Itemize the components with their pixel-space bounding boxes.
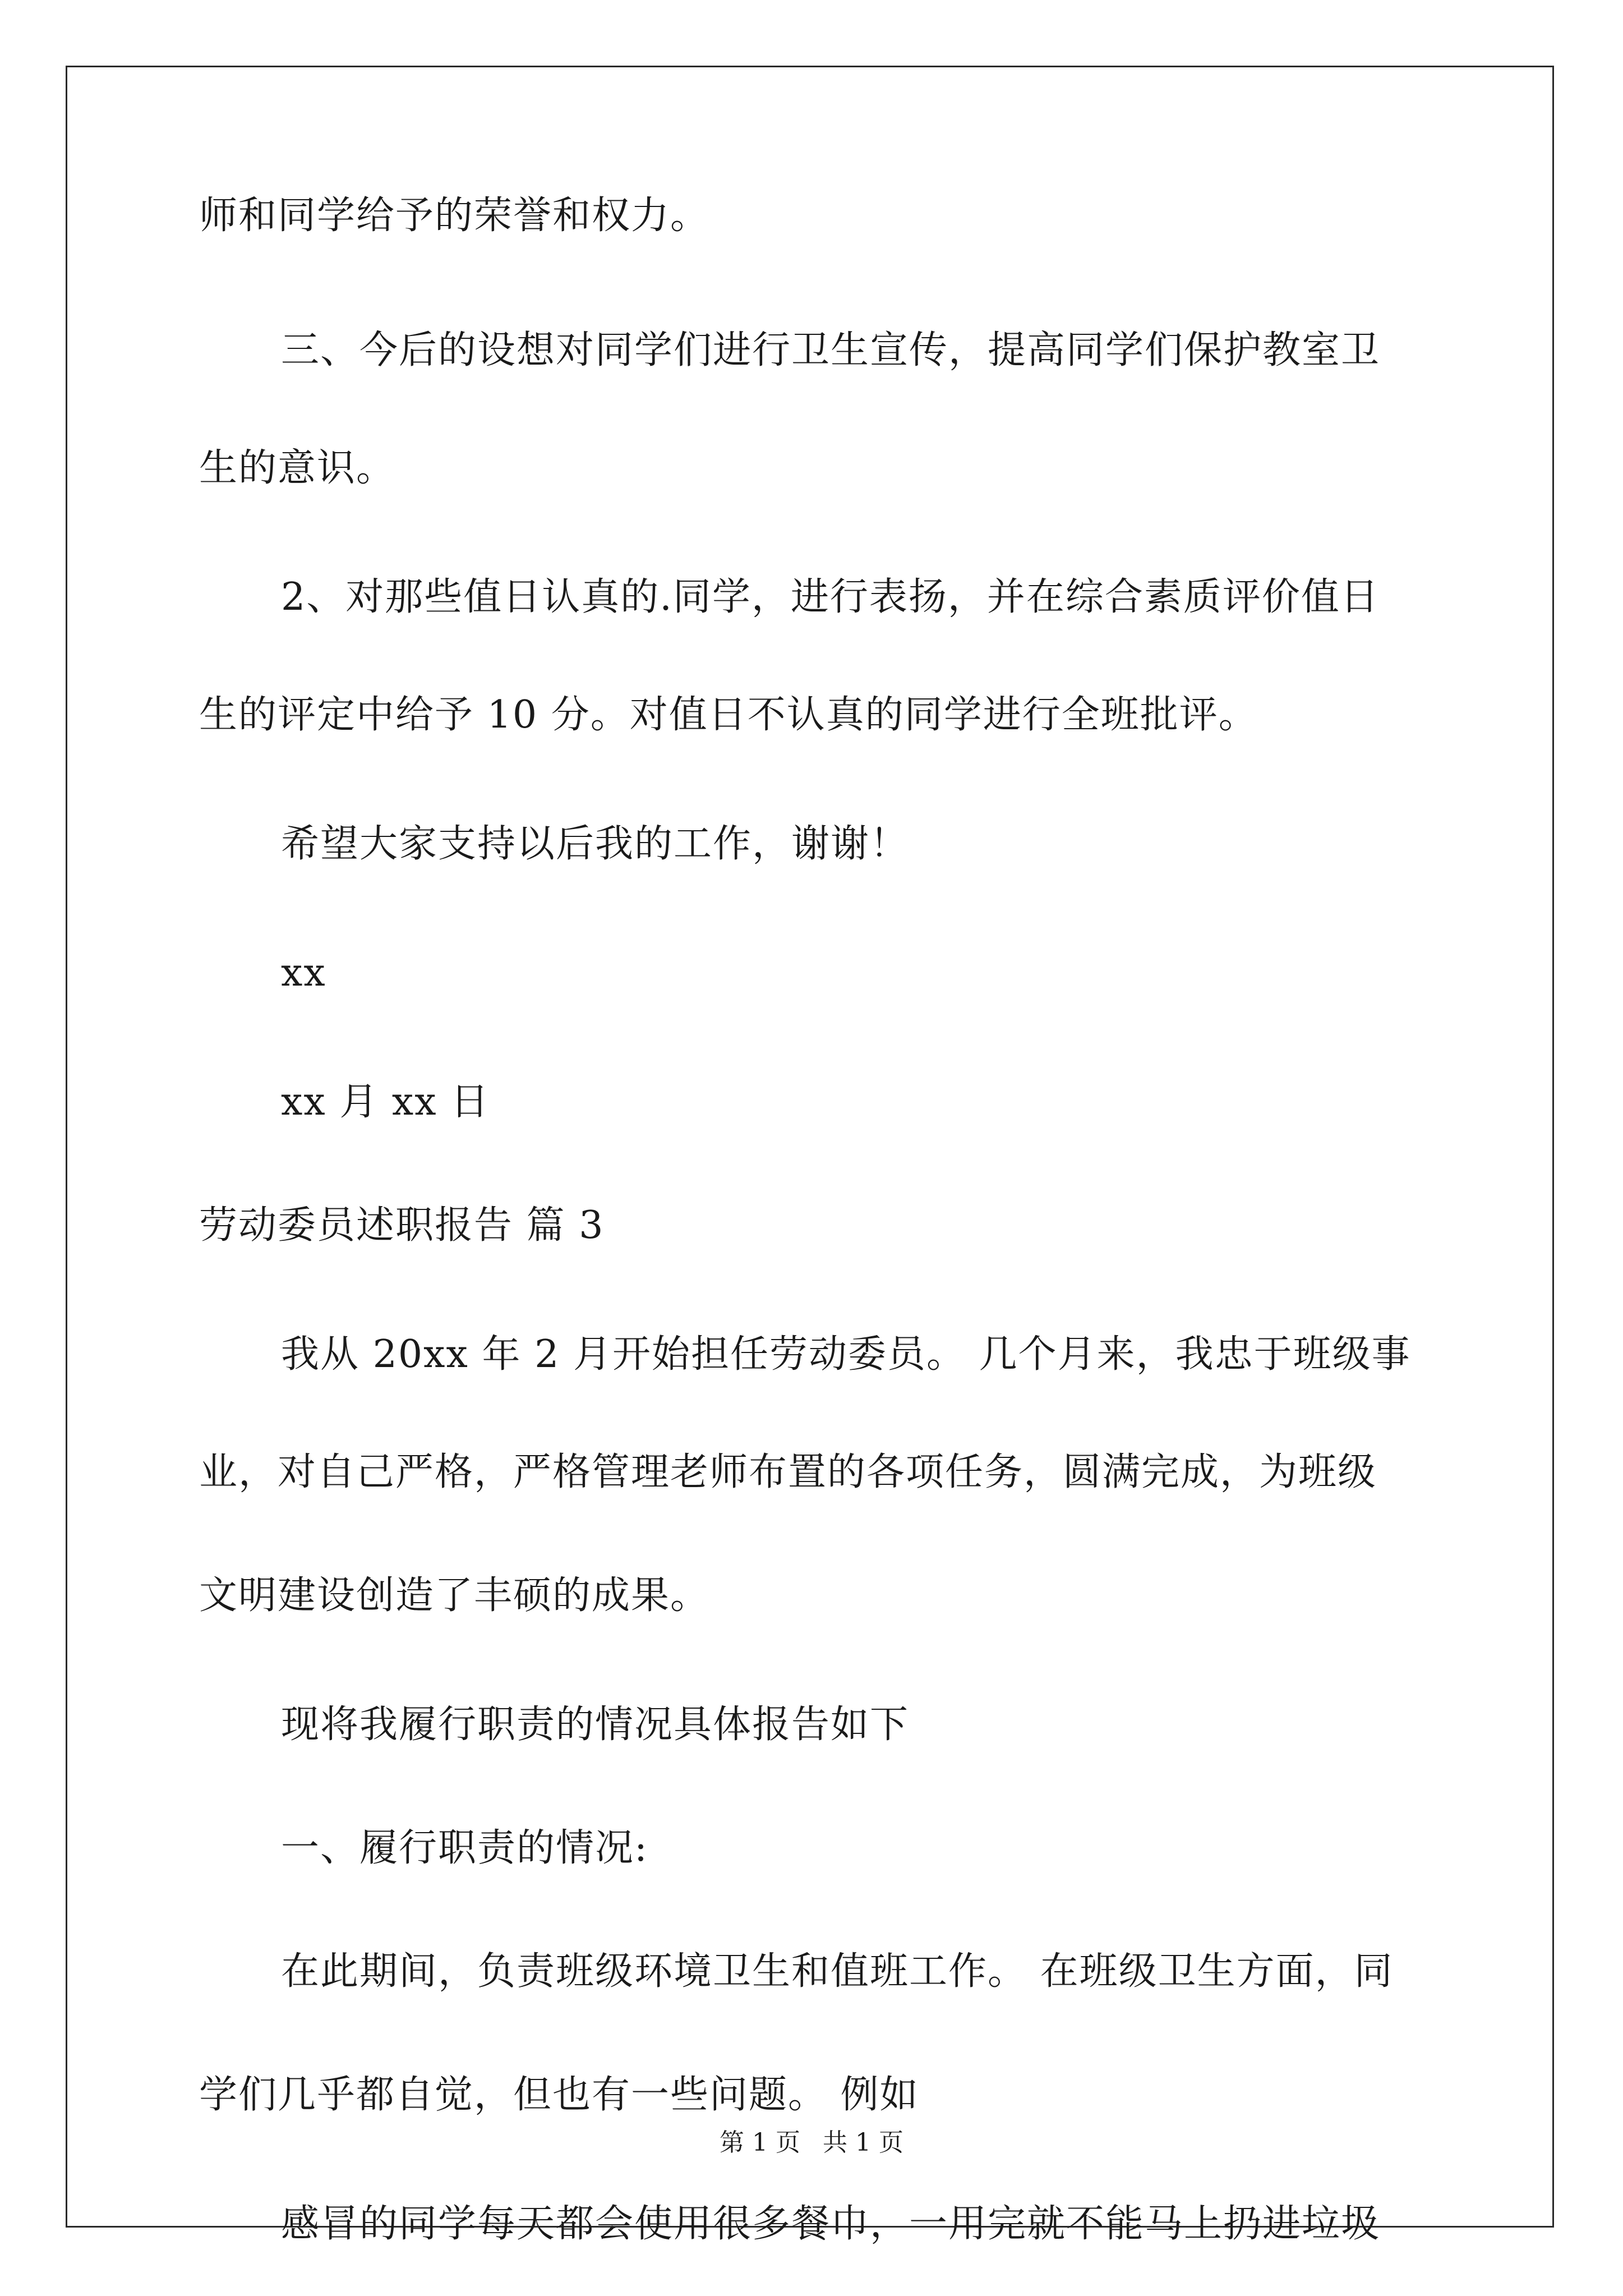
text-line: 师和同学给予的荣誉和权力。 <box>199 194 710 238</box>
text-line: 文明建设创造了丰硕的成果。 <box>199 1573 710 1618</box>
signature-name: xx <box>281 951 326 995</box>
section-title: 劳动委员述职报告 篇 3 <box>199 1203 605 1248</box>
paragraph-example: 感冒的同学每天都会使用很多餐巾，一用完就不能马上扔进垃圾 <box>281 2202 1381 2246</box>
paragraph-duties: 在此期间，负责班级环境卫生和值班工作。 在班级卫生方面，同 <box>281 1949 1394 1994</box>
page-number-current: 第 1 页 <box>720 2128 800 2157</box>
signature-date: xx 月 xx 日 <box>281 1080 490 1124</box>
page-border <box>66 66 1554 2228</box>
paragraph-intro: 我从 20xx 年 2 月开始担任劳动委员。 几个月来，我忠于班级事 <box>281 1332 1411 1377</box>
section-heading-plans: 三、今后的设想对同学们进行卫生宣传，提高同学们保护教室卫 <box>281 328 1381 372</box>
section-heading-duties: 一、履行职责的情况: <box>281 1826 648 1870</box>
list-item-2: 2、对那些值日认真的.同学，进行表扬，并在综合素质评价值日 <box>281 575 1380 619</box>
text-line: 业，对自己严格，严格管理老师布置的各项任务，圆满完成，为班级 <box>199 1450 1377 1494</box>
page-footer <box>0 2126 1623 2160</box>
report-intro: 现将我履行职责的情况具体报告如下 <box>281 1703 910 1747</box>
page-number-total: 共 1 页 <box>823 2128 903 2157</box>
text-line: 学们几乎都自觉，但也有一些问题。 例如 <box>199 2073 919 2117</box>
text-line: 生的评定中给予 10 分。对值日不认真的同学进行全班批评。 <box>199 693 1258 737</box>
text-line: 生的意识。 <box>199 446 396 490</box>
closing-line: 希望大家支持以后我的工作，谢谢！ <box>281 822 910 866</box>
